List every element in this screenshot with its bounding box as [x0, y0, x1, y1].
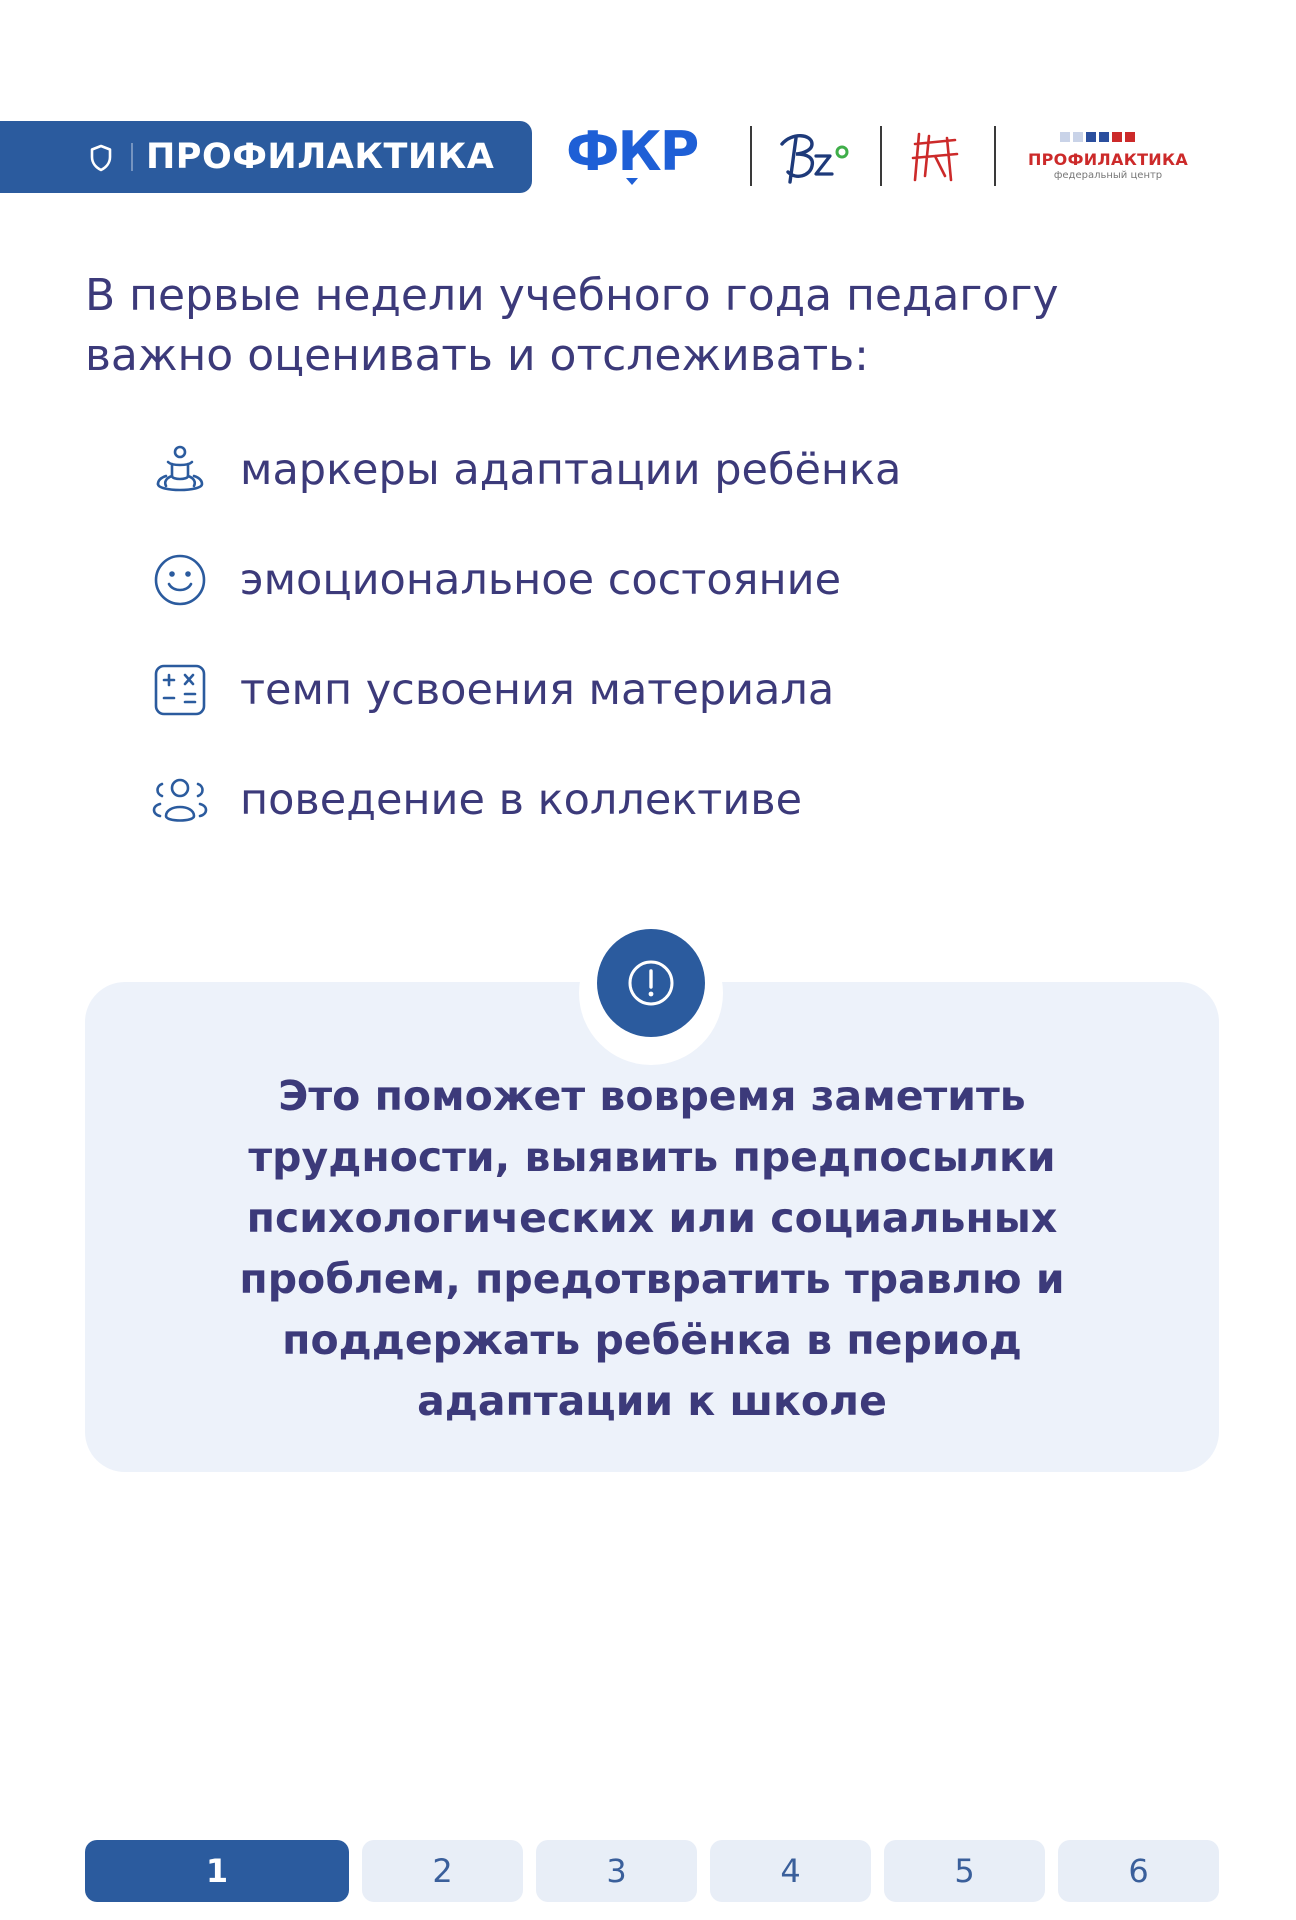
partner-logo-title: ПРОФИЛАКТИКА [1027, 150, 1189, 169]
brand-banner [0, 121, 532, 193]
page-button-1[interactable]: 1 [85, 1840, 349, 1902]
pagination [85, 1840, 1219, 1902]
page-button-6[interactable]: 6 [1058, 1840, 1219, 1902]
page-button-4[interactable]: 4 [710, 1840, 871, 1902]
list-item-label: эмоциональное состояние [240, 555, 842, 605]
page-button-3[interactable]: 3 [536, 1840, 697, 1902]
page-button-2[interactable]: 2 [362, 1840, 523, 1902]
list-item-label: темп усвоения материала [240, 665, 835, 715]
list-item [150, 548, 841, 612]
logo-separator [880, 126, 882, 186]
child-icon [150, 440, 210, 500]
flag-bars-icon [1060, 132, 1135, 142]
logo-separator [750, 126, 752, 186]
group-icon [150, 770, 210, 830]
brand-label: ПРОФИЛАКТИКА [146, 137, 495, 177]
chair-logo-icon [905, 126, 965, 186]
list-item-label: маркеры адаптации ребёнка [240, 445, 902, 495]
info-badge [597, 929, 705, 1037]
exclamation-icon [626, 958, 676, 1008]
logo-separator [994, 126, 996, 186]
brand-divider [131, 143, 133, 171]
partner-logo-subtitle: федеральный центр [1053, 170, 1163, 181]
info-card-text: Это поможет вовремя заметить трудности, выявить предпосылки психологических или социальных проблем, предотвратить травлю и поддержать ребёнка в период адаптации к школе [239, 1072, 1065, 1425]
fkr-logo-mark [626, 178, 638, 185]
calculator-icon [150, 660, 210, 720]
page-button-5[interactable]: 5 [884, 1840, 1045, 1902]
vz-logo-icon [774, 128, 854, 188]
shield-icon [88, 143, 114, 173]
partner-logo [1018, 132, 1198, 184]
list-item-label: поведение в коллективе [240, 775, 803, 825]
fkr-logo: ФКР [566, 120, 698, 183]
list-item [150, 658, 834, 722]
list-item [150, 438, 901, 502]
list-item [150, 768, 802, 832]
smile-icon [150, 550, 210, 610]
intro-text: В первые недели учебного года педагогу важно оценивать и отслеживать: [85, 270, 1059, 381]
